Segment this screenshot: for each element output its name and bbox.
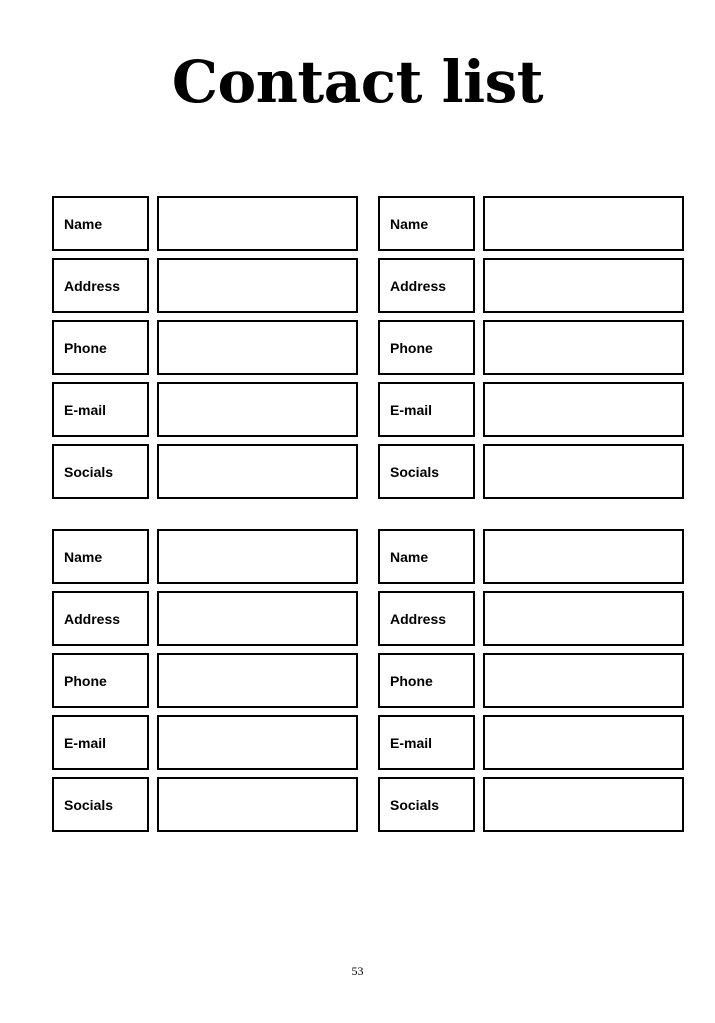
contact-card-row-bottom (52, 529, 684, 832)
field-input-address[interactable] (157, 591, 358, 646)
field-input-email[interactable] (483, 715, 684, 770)
field-label-name: Name (378, 196, 475, 251)
field-label-phone: Phone (378, 653, 475, 708)
field-input-name[interactable] (157, 196, 358, 251)
field-label-email: E-mail (378, 382, 475, 437)
field-input-name[interactable] (483, 196, 684, 251)
field-row-socials (378, 777, 684, 832)
field-label-socials: Socials (52, 444, 149, 499)
field-input-socials[interactable] (157, 777, 358, 832)
field-label-name: Name (52, 529, 149, 584)
field-input-address[interactable] (483, 258, 684, 313)
field-label-address: Address (378, 258, 475, 313)
field-row-name (52, 529, 358, 584)
field-input-email[interactable] (483, 382, 684, 437)
contact-cards-area (52, 196, 684, 832)
field-label-address: Address (52, 258, 149, 313)
field-row-address (52, 258, 358, 313)
field-label-phone: Phone (52, 653, 149, 708)
field-input-address[interactable] (483, 591, 684, 646)
field-row-socials (52, 444, 358, 499)
field-input-socials[interactable] (483, 444, 684, 499)
page-number: 53 (351, 964, 364, 978)
field-row-email (378, 382, 684, 437)
page-title: Contact list (171, 48, 544, 116)
field-label-phone: Phone (52, 320, 149, 375)
field-label-address: Address (378, 591, 475, 646)
field-label-email: E-mail (52, 382, 149, 437)
field-label-socials: Socials (378, 444, 475, 499)
field-input-name[interactable] (157, 529, 358, 584)
field-label-socials: Socials (378, 777, 475, 832)
field-row-phone (378, 653, 684, 708)
field-label-address: Address (52, 591, 149, 646)
field-input-email[interactable] (157, 382, 358, 437)
field-input-email[interactable] (157, 715, 358, 770)
field-row-name (378, 196, 684, 251)
field-row-email (52, 382, 358, 437)
field-row-phone (378, 320, 684, 375)
field-input-name[interactable] (483, 529, 684, 584)
field-label-email: E-mail (378, 715, 475, 770)
field-label-socials: Socials (52, 777, 149, 832)
contact-card-4 (378, 529, 684, 832)
field-label-phone: Phone (378, 320, 475, 375)
field-row-socials (378, 444, 684, 499)
field-row-address (378, 258, 684, 313)
field-row-phone (52, 653, 358, 708)
field-input-phone[interactable] (483, 320, 684, 375)
field-row-email (52, 715, 358, 770)
field-label-name: Name (52, 196, 149, 251)
field-label-email: E-mail (52, 715, 149, 770)
field-row-name (378, 529, 684, 584)
contact-card-2 (378, 196, 684, 499)
field-row-address (378, 591, 684, 646)
contact-card-3 (52, 529, 358, 832)
contact-card-1 (52, 196, 358, 499)
field-input-socials[interactable] (157, 444, 358, 499)
field-input-phone[interactable] (157, 653, 358, 708)
field-input-socials[interactable] (483, 777, 684, 832)
contact-card-row-top (52, 196, 684, 499)
field-row-email (378, 715, 684, 770)
field-row-phone (52, 320, 358, 375)
field-input-phone[interactable] (483, 653, 684, 708)
field-row-address (52, 591, 358, 646)
field-label-name: Name (378, 529, 475, 584)
field-input-phone[interactable] (157, 320, 358, 375)
field-row-name (52, 196, 358, 251)
field-row-socials (52, 777, 358, 832)
field-input-address[interactable] (157, 258, 358, 313)
